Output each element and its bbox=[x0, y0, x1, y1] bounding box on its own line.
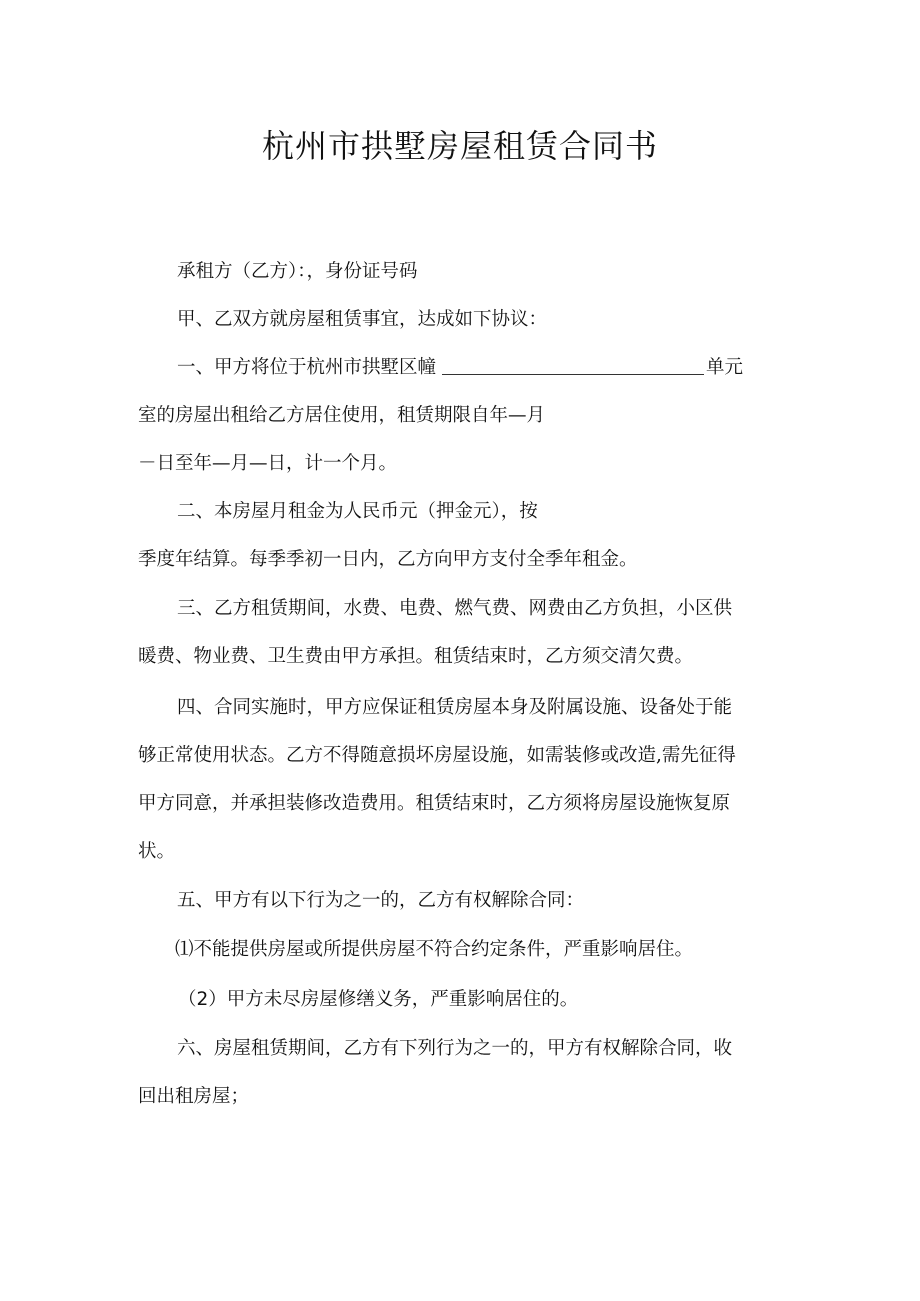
clause-4-line-4: 状。 bbox=[138, 841, 176, 862]
item-2-number: （2） bbox=[178, 989, 227, 1010]
clause-5-line-1: 五、甲方有以下行为之一的，乙方有权解除合同： bbox=[177, 890, 585, 911]
clause-4-line-3: 甲方同意，并承担装修改造费用。租赁结束时，乙方须将房屋设施恢复原 bbox=[138, 793, 731, 814]
clause-2-line-2: 季度年结算。每季季初一日内，乙方向甲方支付全季年租金。 bbox=[138, 549, 638, 570]
clause-4-line-2: 够正常使用状态。乙方不得随意损坏房屋设施，如需装修或改造,需先征得 bbox=[138, 745, 736, 766]
clause-1-line-2: 室的房屋出租给乙方居住使用，租赁期限自年—月 bbox=[138, 405, 546, 426]
clause-2-line-1: 二、本房屋月租金为人民币元（押金元），按 bbox=[177, 501, 538, 522]
address-blank bbox=[442, 356, 704, 375]
item-2-text: 甲方未尽房屋修缮义务，严重影响居住的。 bbox=[226, 989, 579, 1010]
clause-1-line-3: －日至年—月—日，计一个月。 bbox=[138, 453, 398, 474]
agreement-intro: 甲、乙双方就房屋租赁事宜，达成如下协议： bbox=[177, 309, 548, 330]
clause-3-line-1: 三、乙方租赁期间，水费、电费、燃气费、网费由乙方负担，小区供 bbox=[177, 598, 733, 619]
clause-1-text-a: 一、甲方将位于杭州市拱墅区幢 bbox=[177, 357, 437, 378]
document-title: 杭州市拱墅房屋租赁合同书 bbox=[261, 127, 658, 165]
clause-6-line-2: 回出租房屋； bbox=[138, 1086, 250, 1107]
clause-6-line-1: 六、房屋租赁期间，乙方有下列行为之一的，甲方有权解除合同，收 bbox=[177, 1038, 733, 1059]
clause-5-item-2 bbox=[178, 985, 578, 1015]
clause-1-text-b: 单元 bbox=[706, 357, 744, 378]
clause-5-item-1: ⑴不能提供房屋或所提供房屋不符合约定条件，严重影响居住。 bbox=[175, 939, 694, 960]
clause-1-line-1 bbox=[177, 353, 743, 383]
clause-3-line-2: 暖费、物业费、卫生费由甲方承担。租赁结束时，乙方须交清欠费。 bbox=[138, 646, 694, 667]
clause-4-line-1: 四、合同实施时，甲方应保证租赁房屋本身及附属设施、设备处于能 bbox=[177, 697, 733, 718]
tenant-line: 承租方（乙方）：，身份证号码 bbox=[177, 261, 418, 282]
